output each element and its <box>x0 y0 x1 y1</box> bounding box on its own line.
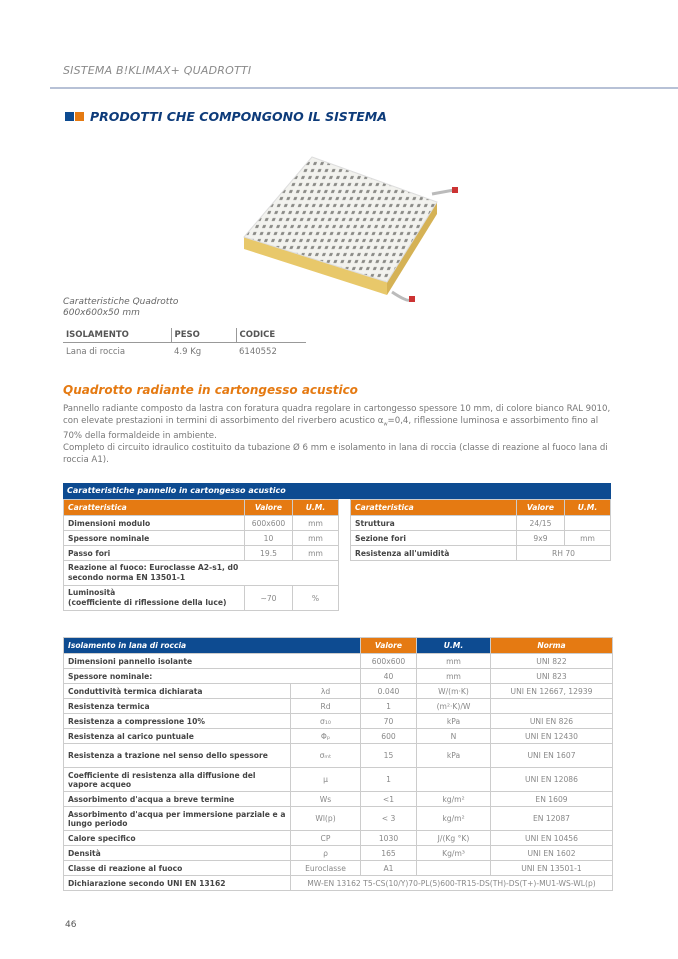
table-row <box>351 516 611 531</box>
cell: kg/m² <box>417 807 491 831</box>
table-row <box>64 561 339 586</box>
header-cell: Valore <box>245 500 293 516</box>
page-number: 46 <box>65 920 77 930</box>
paragraph-text: Completo di circuito idraulico costituito da tubazione Ø 6 mm e isolamento in lana di roccia (classe di reazione al fuoco lana di roccia A1). <box>63 443 608 465</box>
header-cell: Isolamento in lana di roccia <box>64 638 361 654</box>
cell: 15 <box>361 744 417 768</box>
cell: 6140552 <box>239 347 277 357</box>
cell: 600x600 <box>245 516 293 531</box>
table1-title: Caratteristiche pannello in cartongesso acustico <box>63 483 611 499</box>
cell: Rd <box>291 699 361 714</box>
table-row <box>64 654 613 669</box>
cell: 1030 <box>361 831 417 846</box>
cell: J/(Kg °K) <box>417 831 491 846</box>
header-cell: CODICE <box>236 328 306 343</box>
table-row <box>64 768 613 792</box>
cell: mm <box>417 669 491 684</box>
table-row <box>351 546 611 561</box>
cell <box>491 699 613 714</box>
cell: UNI 822 <box>491 654 613 669</box>
cell: Luminosità <box>68 588 116 597</box>
cell: Assorbimento d'acqua a breve termine <box>64 792 291 807</box>
cell: Euroclasse <box>291 861 361 876</box>
cell: σ₁₀ <box>291 714 361 729</box>
page-title <box>65 109 387 124</box>
header-cell: Caratteristica <box>64 500 245 516</box>
cell: UNI EN 1607 <box>491 744 613 768</box>
pipe-icon <box>432 190 454 194</box>
table-row <box>64 831 613 846</box>
cell: Spessore nominale <box>64 531 245 546</box>
section-header: SISTEMA B!KLIMAX+ QUADROTTI <box>63 64 252 77</box>
pipe-icon <box>392 292 410 300</box>
cell: kPa <box>417 714 491 729</box>
table-row <box>64 699 613 714</box>
cell: Dimensioni pannello isolante <box>64 654 361 669</box>
cell: A1 <box>361 861 417 876</box>
table-row <box>64 684 613 699</box>
cell: UNI EN 1602 <box>491 846 613 861</box>
cell: W/(m·K) <box>417 684 491 699</box>
header-cell: ISOLAMENTO <box>63 328 171 343</box>
cell: Assorbimento d'acqua per immersione parziale e a lungo periodo <box>64 807 291 831</box>
table-row <box>64 546 339 561</box>
description <box>63 404 613 467</box>
table-row <box>64 729 613 744</box>
cell: mm <box>565 531 611 546</box>
cell: kg/m² <box>417 792 491 807</box>
blue-square-icon <box>65 112 74 121</box>
cell: ~70 <box>245 586 293 611</box>
table-row <box>351 531 611 546</box>
cell: 19.5 <box>245 546 293 561</box>
product-spec-table <box>63 328 306 361</box>
caption-line: Caratteristiche Quadrotto <box>63 297 179 307</box>
cell: mm <box>417 654 491 669</box>
cell: Densità <box>64 846 291 861</box>
cell: Resistenza all'umidità <box>351 546 517 561</box>
cell: Lana di roccia <box>66 347 126 357</box>
table-row <box>64 876 613 891</box>
cell: μ <box>291 768 361 792</box>
cell: mm <box>293 531 339 546</box>
cell: Wl(p) <box>291 807 361 831</box>
cell <box>417 768 491 792</box>
cell <box>565 516 611 531</box>
table-row <box>64 669 613 684</box>
cell: 70 <box>361 714 417 729</box>
table-row <box>64 861 613 876</box>
table-row <box>64 744 613 768</box>
cell: RH 70 <box>517 546 611 561</box>
cell: mm <box>293 546 339 561</box>
cell: Φₚ <box>291 729 361 744</box>
cell: Spessore nominale: <box>64 669 361 684</box>
cell <box>417 861 491 876</box>
cell: (coefficiente di riflessione della luce) <box>68 598 227 607</box>
cell: <1 <box>361 792 417 807</box>
cell: UNI EN 12086 <box>491 768 613 792</box>
header-cell: U.M. <box>565 500 611 516</box>
table-row <box>64 531 339 546</box>
header-cell: Valore <box>517 500 565 516</box>
cell: N <box>417 729 491 744</box>
table1-right <box>350 499 611 561</box>
cell: Resistenza a trazione nel senso dello spessore <box>64 744 291 768</box>
table-row <box>64 516 339 531</box>
cell: 1 <box>361 768 417 792</box>
cell: 9x9 <box>517 531 565 546</box>
cell: secondo norma EN 13501-1 <box>68 573 186 582</box>
cell: UNI EN 10456 <box>491 831 613 846</box>
cell: Coefficiente di resistenza alla diffusione del vapore acqueo <box>64 768 291 792</box>
cell: Resistenza termica <box>64 699 291 714</box>
cell: UNI EN 12667, 12939 <box>491 684 613 699</box>
orange-square-icon <box>75 112 84 121</box>
cell: Ws <box>291 792 361 807</box>
cell: 24/15 <box>517 516 565 531</box>
cell: mm <box>293 516 339 531</box>
cell: Calore specifico <box>64 831 291 846</box>
cell: UNI 823 <box>491 669 613 684</box>
subscript: w <box>383 421 388 428</box>
cell: 10 <box>245 531 293 546</box>
cell: λd <box>291 684 361 699</box>
caption-line: 600x600x50 mm <box>63 308 140 318</box>
cell: % <box>293 586 339 611</box>
section-title: Quadrotto radiante in cartongesso acustico <box>63 383 358 397</box>
cell: Resistenza a compressione 10% <box>64 714 291 729</box>
paragraph-text: Pannello radiante composto da lastra con foratura quadra regolare in cartongesso spessore 10 mm, di colore bianco RAL 9010, con elevate prestazioni in termini di assorbimento del riverbero acustico α <box>63 404 611 426</box>
cell: EN 12087 <box>491 807 613 831</box>
perforated-panel <box>244 157 437 282</box>
cell: 1 <box>361 699 417 714</box>
table-row <box>64 807 613 831</box>
table2-insulation <box>63 637 613 891</box>
cell: (m²·K)/W <box>417 699 491 714</box>
table1-left <box>63 499 339 611</box>
cell: Reazione al fuoco: Euroclasse A2-s1, d0 <box>68 563 239 572</box>
cell: Kg/m³ <box>417 846 491 861</box>
table-row <box>64 586 339 611</box>
cell: Struttura <box>351 516 517 531</box>
cell: UNI EN 13501-1 <box>491 861 613 876</box>
cell: CP <box>291 831 361 846</box>
cell: Conduttività termica dichiarata <box>64 684 291 699</box>
table-row <box>64 792 613 807</box>
cell: Classe di reazione al fuoco <box>64 861 291 876</box>
cell: 40 <box>361 669 417 684</box>
title-text: PRODOTTI CHE COMPONGONO IL SISTEMA <box>90 109 387 124</box>
cell: 4.9 Kg <box>174 347 202 357</box>
cell: MW-EN 13162 T5-CS(10/Y)70-PL(5)600-TR15-DS(TH)-DS(T+)-MU1-WS-WL(p) <box>291 876 613 891</box>
cell: Sezione fori <box>351 531 517 546</box>
cell: 0.040 <box>361 684 417 699</box>
header-cell: Norma <box>491 638 613 654</box>
cell: ρ <box>291 846 361 861</box>
cell: EN 1609 <box>491 792 613 807</box>
cell: UNI EN 12430 <box>491 729 613 744</box>
table-row <box>64 714 613 729</box>
cell: 600 <box>361 729 417 744</box>
header-cell: Valore <box>361 638 417 654</box>
table-row <box>64 846 613 861</box>
cell: UNI EN 826 <box>491 714 613 729</box>
header-cell: U.M. <box>293 500 339 516</box>
header-cell: Caratteristica <box>351 500 517 516</box>
cell: Passo fori <box>64 546 245 561</box>
header-divider <box>50 87 678 89</box>
header-cell: U.M. <box>417 638 491 654</box>
product-image <box>232 132 472 307</box>
cell: kPa <box>417 744 491 768</box>
cell: 600x600 <box>361 654 417 669</box>
cell: Dichiarazione secondo UNI EN 13162 <box>64 876 291 891</box>
product-caption <box>63 297 178 319</box>
paragraph-text: =0,4, riflessione luminosa e assorbimento fino al 70% della formaldeide in ambiente. <box>63 415 599 442</box>
cell: σₘₜ <box>291 744 361 768</box>
cell: 165 <box>361 846 417 861</box>
cell: Dimensioni modulo <box>64 516 245 531</box>
cell: Resistenza al carico puntuale <box>64 729 291 744</box>
header-cell: PESO <box>171 328 236 343</box>
cell: < 3 <box>361 807 417 831</box>
